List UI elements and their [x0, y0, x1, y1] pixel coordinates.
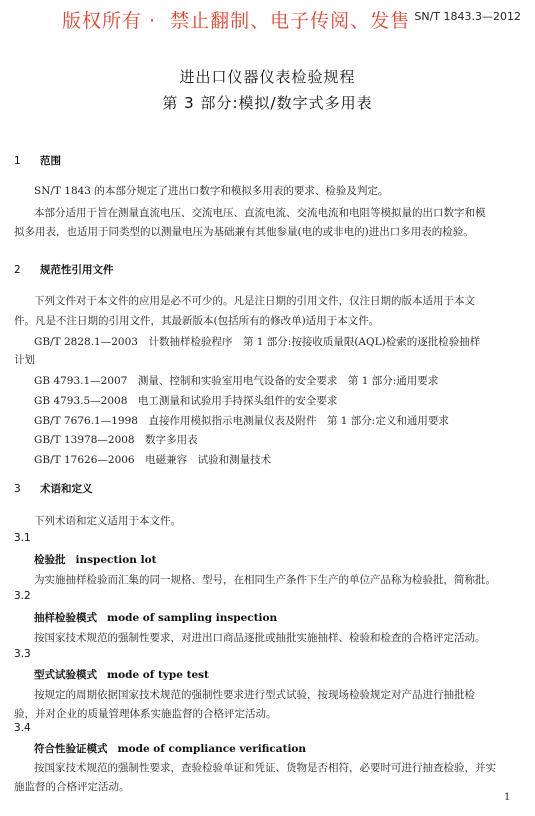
term-heading [34, 741, 306, 756]
section-title: 范围 [40, 155, 61, 167]
term-number: 3.4 [14, 722, 31, 734]
document-number: SN/T 1843.3—2012 [414, 10, 521, 23]
reference-item-continued: 计划 [14, 354, 35, 366]
section-title: 术语和定义 [40, 483, 93, 495]
term-number: 3.1 [14, 532, 31, 544]
section-heading-scope [14, 153, 61, 168]
term-english: mode of compliance verification [117, 743, 307, 755]
term-definition: 按国家技术规范的强制性要求，对进出口商品逐批或抽批实施抽样、检验和检查的合格评定活动。 [34, 632, 486, 644]
term-definition-continued: 验，并对企业的质量管理体系实施监督的合格评定活动。 [14, 708, 277, 720]
term-heading [34, 552, 156, 567]
term-definition: 按规定的周期依据国家技术规范的强制性要求进行型式试验，按现场检验规定对产品进行抽批检 [34, 689, 475, 701]
term-english: mode of type test [107, 669, 209, 681]
watermark-part-1: 版权所有 · [62, 10, 157, 32]
term-heading [34, 610, 277, 625]
paragraph: 下列术语和定义适用于本文件。 [34, 515, 181, 527]
paragraph: 本部分适用于旨在测量直流电压、交流电压、直流电流、交流电流和电阻等模拟量的出口数字和模 [34, 207, 486, 219]
term-number: 3.3 [14, 648, 31, 660]
term-chinese: 符合性验证模式 [34, 743, 108, 755]
paragraph-continued: 件。凡是不注日期的引用文件，其最新版本(包括所有的修改单)适用于本文件。 [14, 315, 380, 327]
term-heading [34, 667, 209, 682]
section-number: 1 [14, 155, 21, 167]
section-heading-normative-references [14, 262, 114, 277]
term-chinese: 型式试验模式 [34, 669, 97, 681]
watermark-part-2: 禁止翻制、电子传阅、发售 [170, 10, 411, 32]
section-number: 2 [14, 264, 21, 276]
paragraph-continued: 拟多用表，也适用于同类型的以测量电压为基础兼有其他参量(电的或非电的)进出口多用表的检验。 [14, 226, 474, 238]
section-heading-terms-definitions [14, 481, 93, 496]
reference-item: GB/T 17626—2006 电磁兼容 试验和测量技术 [34, 454, 272, 466]
document-subtitle: 第 3 部分:模拟/数字式多用表 [162, 94, 373, 112]
term-chinese: 抽样检验模式 [34, 612, 97, 624]
term-english: inspection lot [75, 554, 157, 566]
term-definition-continued: 施监督的合格评定活动。 [14, 781, 130, 793]
reference-item: GB/T 7676.1—1998 直接作用模拟指示电测量仪表及附件 第 1 部分:定义和通用要求 [34, 415, 449, 427]
term-definition: 为实施抽样检验而汇集的同一规格、型号，在相同生产条件下生产的单位产品称为检验批，简称批。 [34, 574, 496, 586]
document-title: 进出口仪器仪表检验规程 [179, 68, 356, 86]
reference-item: GB/T 13978—2008 数字多用表 [34, 434, 198, 446]
paragraph: SN/T 1843 的本部分规定了进出口数字和模拟多用表的要求、检验及判定。 [34, 185, 389, 197]
copyright-watermark [62, 6, 424, 33]
section-number: 3 [14, 483, 21, 495]
term-number: 3.2 [14, 590, 31, 602]
section-title: 规范性引用文件 [40, 264, 114, 276]
term-chinese: 检验批 [34, 554, 66, 566]
reference-item: GB/T 2828.1—2003 计数抽样检验程序 第 1 部分:按接收质量限(AQL)检索的逐批检验抽样 [34, 336, 481, 348]
page-number: 1 [504, 792, 511, 803]
paragraph: 下列文件对于本文件的应用是必不可少的。凡是注日期的引用文件，仅注日期的版本适用于本文 [34, 295, 475, 307]
term-definition: 按国家技术规范的强制性要求，查验检验单证和凭证、货物是否相符，必要时可进行抽查检验，并实 [34, 762, 496, 774]
reference-item: GB 4793.1—2007 测量、控制和实验室用电气设备的安全要求 第 1 部分:通用要求 [34, 375, 439, 387]
reference-item: GB 4793.5—2008 电工测量和试验用手持探头组件的安全要求 [34, 395, 338, 407]
term-english: mode of sampling inspection [107, 612, 278, 624]
